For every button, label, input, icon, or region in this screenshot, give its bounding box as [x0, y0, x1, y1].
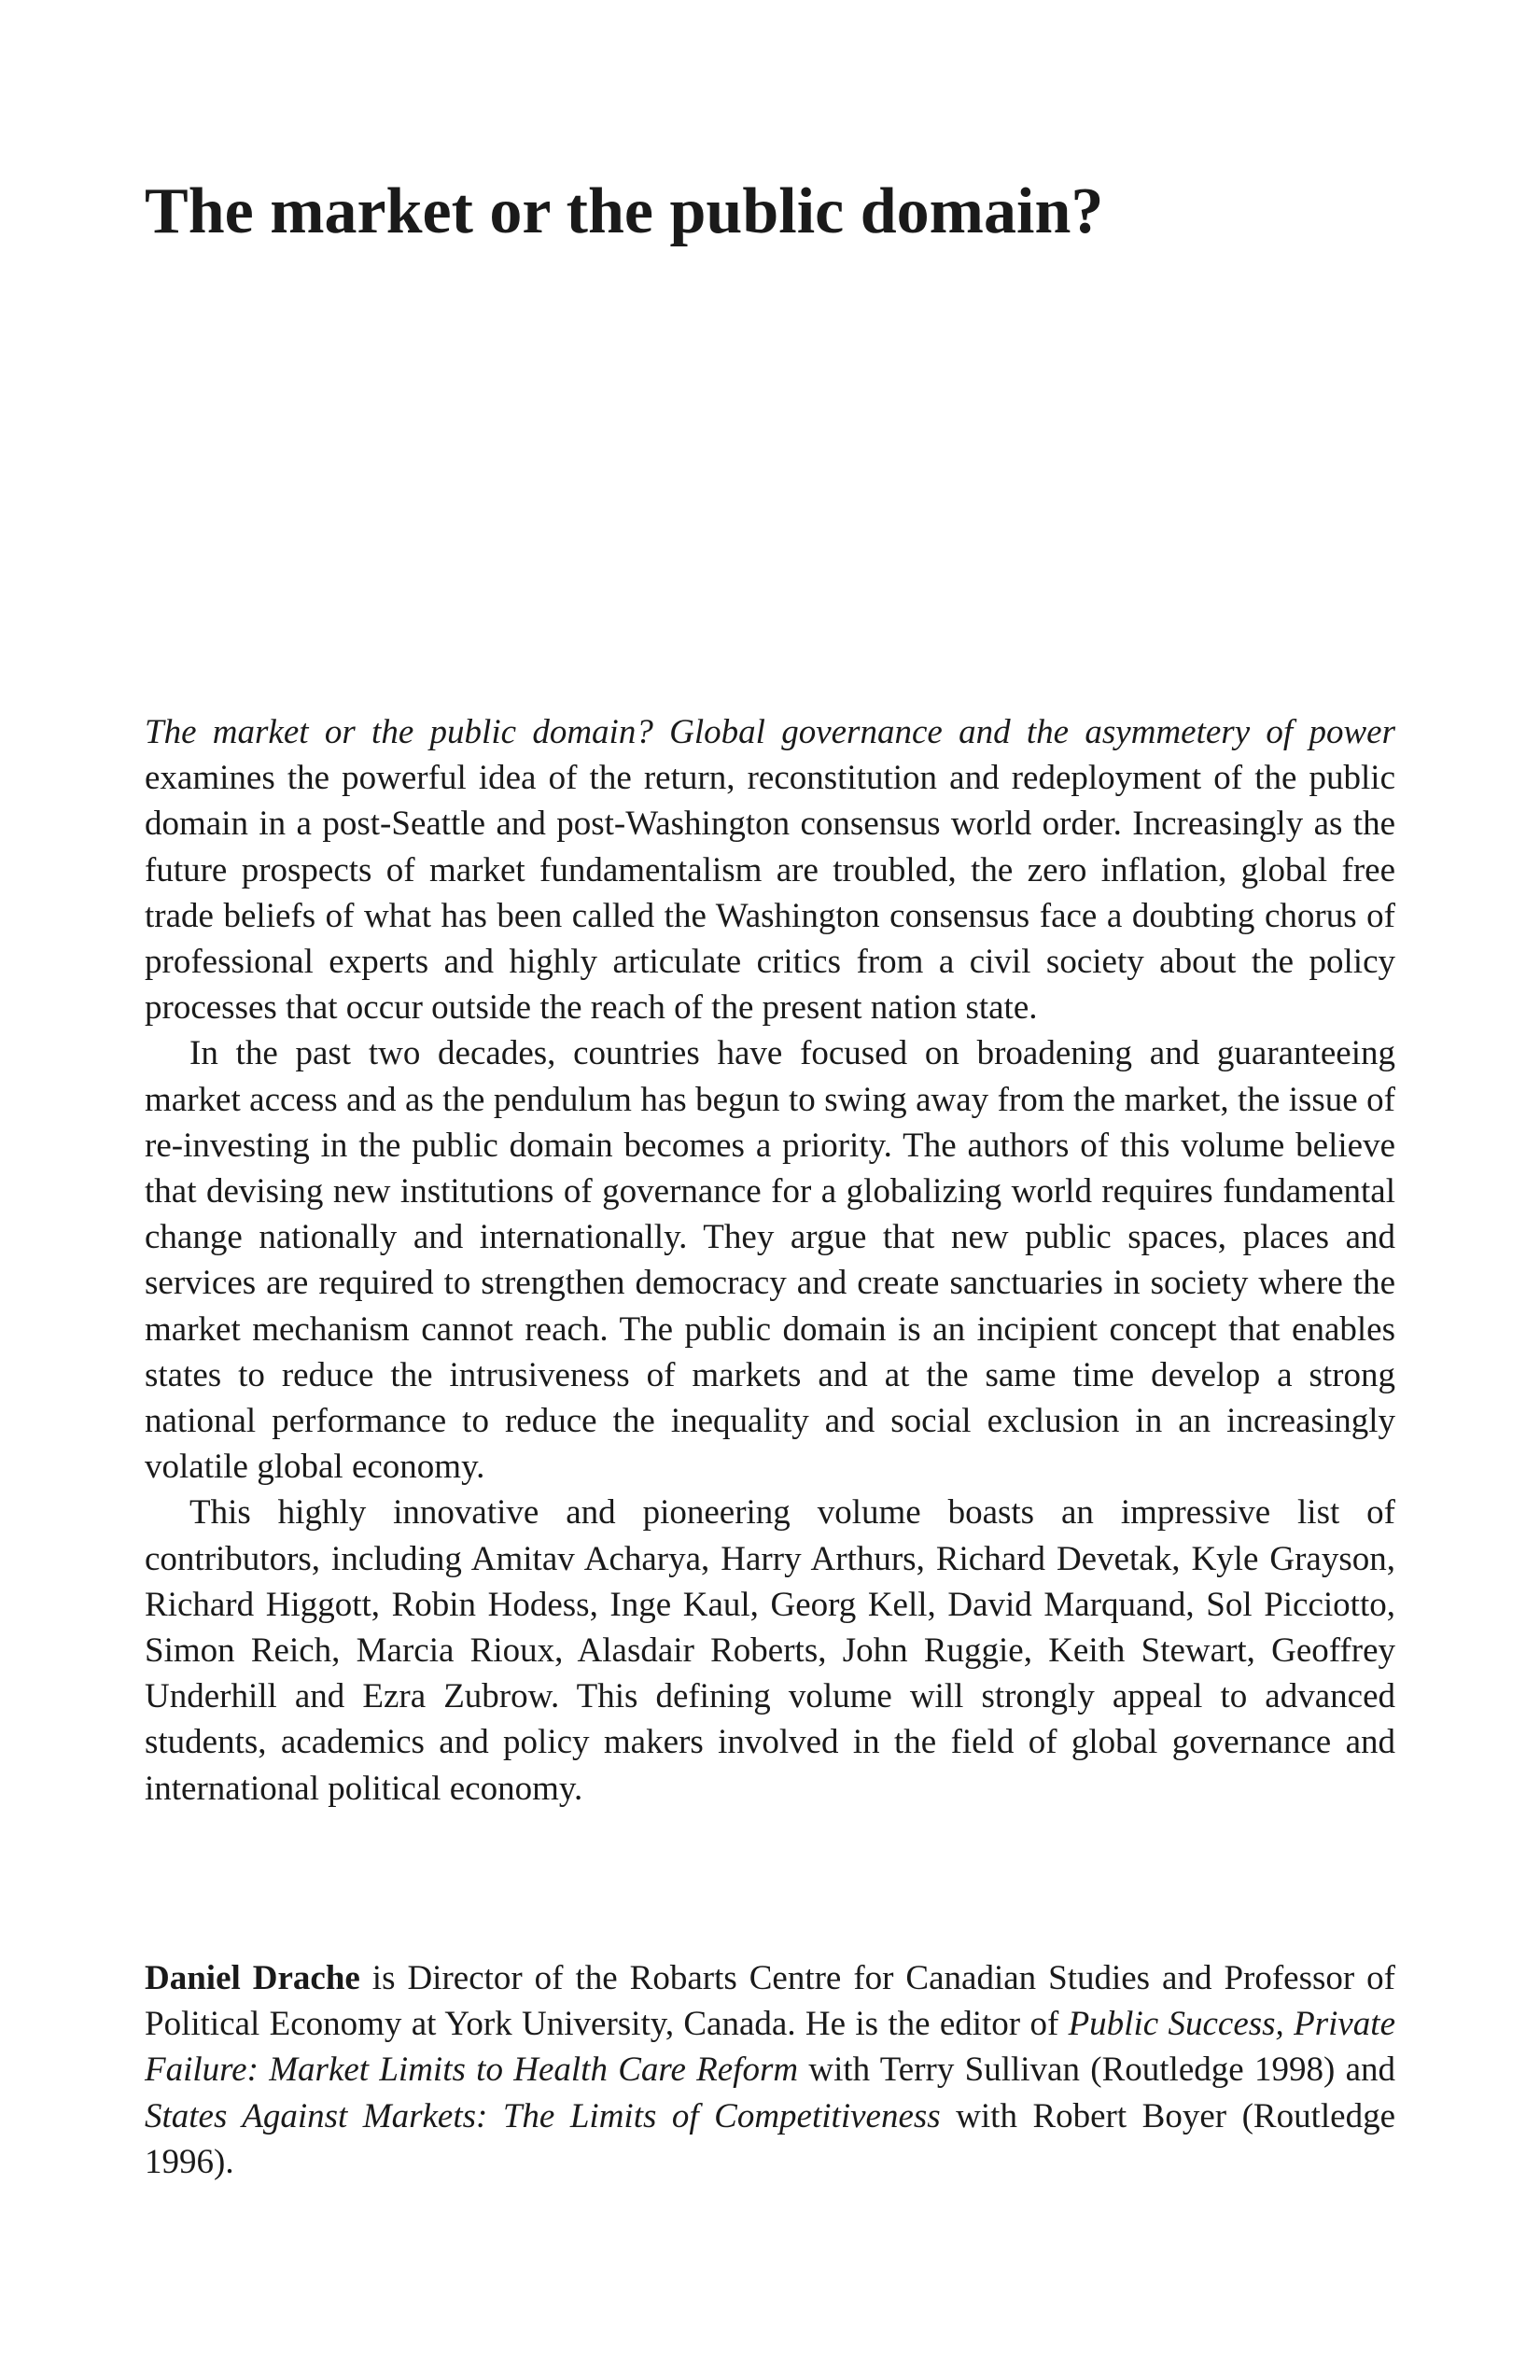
author-name: Daniel Drache — [145, 1959, 360, 1997]
author-bio-paragraph — [145, 1955, 1395, 2185]
page-title: The market or the public domain? — [145, 175, 1104, 247]
author-bio-text-3: with Robert Boyer (Routledge 1996). — [145, 2096, 1395, 2181]
author-bio-text-1: is Director of the Robarts Centre for Canadian Studies and Professor of Political Economy at York University, Canada. He is the editor of — [145, 1959, 1395, 2044]
book-title-1: Public Success, Private Failure: Market Limits to Health Care Reform — [145, 2005, 1395, 2090]
author-bio-text-2: with Terry Sullivan (Routledge 1998) and — [798, 2051, 1395, 2090]
description-paragraph-1 — [145, 709, 1395, 1030]
description-paragraph-3: This highly innovative and pioneering volume boasts an impressive list of contributors, including Amitav Acharya, Harry Arthurs, Richard Devetak, Kyle Grayson, Richard Higgott, Robin Hodess, Inge Kaul, Georg Kell, David Marquand, Sol Picciotto, Simon Reich, Marcia Rioux, Alasdair Roberts, John Ruggie, Keith Stewart, Geoffrey Underhill and Ezra Zubrow. This defining volume will strongly appeal to advanced students, academics and policy makers involved in the field of global governance and international political economy. — [145, 1493, 1395, 1808]
book-title-italic: The market or the public domain? Global governance and the asymmetery of power — [145, 713, 1395, 751]
description-paragraph-1-text: examines the powerful idea of the return, reconstitution and redeployment of the public domain in a post-Seattle and post-Washington consensus world order. Increasingly as the future prospects of market fundamentalism are troubled, the zero inflation, global free trade beliefs of what has been called the Washington consensus face a doubting chorus of professional experts and highly articulate critics from a civil society about the policy processes that occur outside the reach of the present nation state. — [145, 759, 1395, 1028]
book-title-2: States Against Markets: The Limits of Competitiveness — [145, 2096, 941, 2135]
author-bio — [145, 1955, 1395, 2185]
description-paragraph-2: In the past two decades, countries have focused on broadening and guaranteeing market access and as the pendulum has begun to swing away from the market, the issue of re-investing in the public domain becomes a priority. The authors of this volume believe that devising new institutions of governance for a globalizing world requires fundamental change nationally and internationally. They argue that new public spaces, places and services are required to strengthen democracy and create sanctuaries in society where the market mechanism cannot reach. The public domain is an incipient concept that enables states to reduce the intrusiveness of markets and at the same time develop a strong national performance to reduce the inequality and social exclusion in an increasingly volatile global economy. — [145, 1034, 1395, 1487]
book-description — [145, 709, 1395, 1812]
